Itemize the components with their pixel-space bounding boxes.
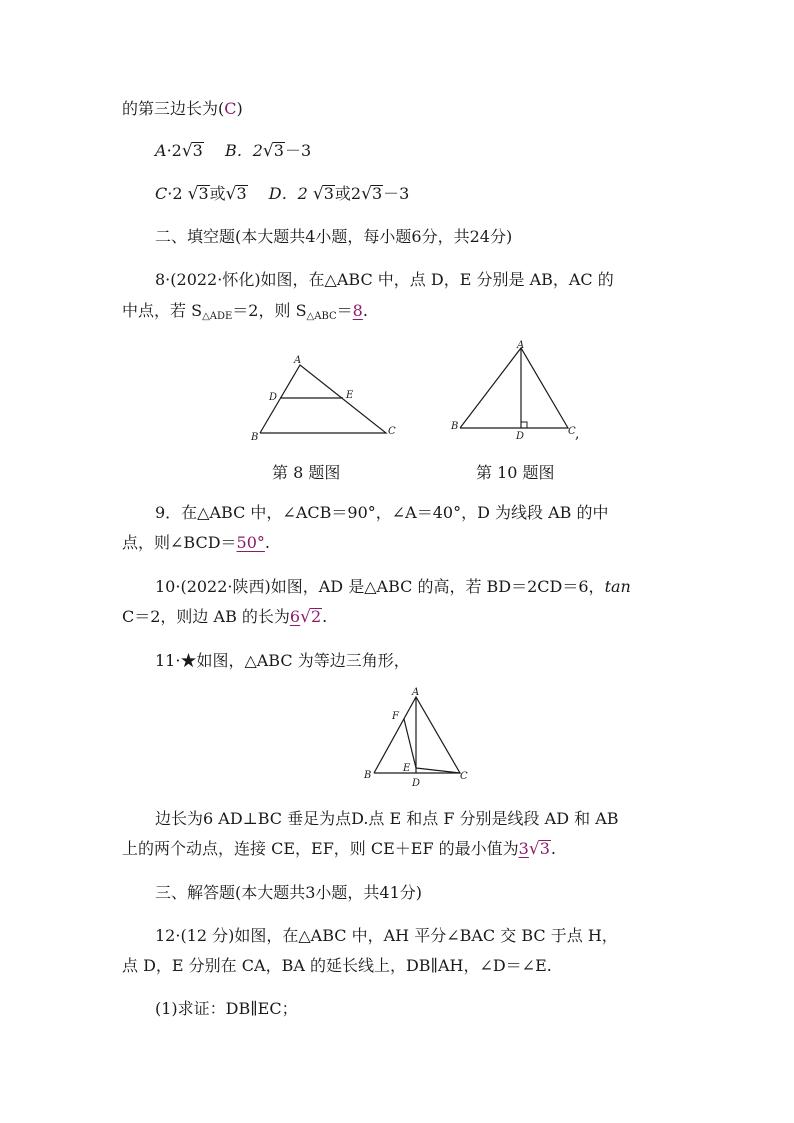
option-c-label: C — [155, 184, 168, 203]
sqrt-icon: √ — [312, 184, 324, 204]
section-heading-solutions: 三、解答题(本大题共3小题，共41分) — [155, 883, 423, 902]
answer — [519, 839, 551, 858]
label-d: D — [516, 431, 525, 442]
triangle-abc — [460, 348, 568, 428]
figure-10-triangle — [448, 338, 588, 448]
segment-fe — [404, 719, 416, 768]
text: ＝ — [336, 301, 353, 320]
text: ·2 — [167, 184, 188, 203]
text: －3 — [383, 184, 410, 203]
radicand: 3 — [273, 141, 284, 160]
label-b: B — [451, 421, 459, 432]
q11-line2: 边长为6 AD⊥BC 垂足为点D.点 E 和点 F 分别是线段 AD 和 AB — [155, 809, 619, 828]
sqrt-icon: √ — [300, 607, 311, 627]
q9-line2 — [122, 532, 270, 554]
q10-line1 — [155, 576, 631, 598]
radicand: 3 — [323, 184, 334, 203]
q10-line2 — [122, 606, 327, 628]
q8-line1: 8·(2022·怀化)如图，在△ABC 中，点 D，E 分别是 AB，AC 的 — [155, 270, 614, 289]
label-a: A — [517, 340, 525, 351]
label-c: C — [388, 426, 396, 437]
text: 10·(2022·陕西)如图，AD 是△ABC 的高，若 BD＝2CD＝6， — [155, 577, 605, 596]
answer — [290, 607, 322, 626]
label-c: C — [460, 771, 468, 782]
options-cd — [155, 183, 409, 205]
triangle-abc — [374, 697, 460, 773]
sqrt-icon: √ — [361, 184, 372, 204]
radicand: 3 — [192, 141, 203, 160]
sqrt-icon: √ — [225, 184, 237, 204]
answer-choice: C — [224, 99, 237, 118]
radicand: 3 — [236, 184, 247, 203]
option-d: D．2 — [268, 184, 313, 203]
line-third-side — [122, 98, 243, 120]
sqrt-icon: √ — [262, 141, 274, 161]
text: 的第三边长为( — [122, 99, 225, 118]
q12-line2: 点 D，E 分别在 CA，BA 的延长线上，DB∥AH，∠D＝∠E. — [122, 956, 552, 975]
label-a: A — [294, 355, 302, 366]
label-b: B — [364, 770, 372, 781]
subscript: △ADE — [202, 311, 233, 322]
text: 6 — [289, 607, 301, 626]
radicand: 3 — [539, 839, 550, 858]
tan-function: tan — [604, 577, 631, 596]
sqrt-icon: √ — [528, 839, 540, 859]
q11-line1: 11·★如图，△ABC 为等边三角形， — [155, 651, 410, 670]
text: 点，则∠BCD＝ — [122, 533, 237, 552]
text: , — [575, 426, 580, 442]
radicand: 2 — [310, 607, 322, 626]
text: 中点，若 S — [122, 301, 203, 320]
figure-10-caption: 第 10 题图 — [476, 463, 555, 482]
text: ) — [236, 99, 243, 118]
option-b: B．2 — [224, 141, 263, 160]
label-d: D — [269, 392, 278, 403]
text: 或 — [209, 184, 226, 203]
label-d: D — [412, 778, 421, 789]
text: 3 — [518, 839, 529, 858]
text: C＝2，则边 AB 的长为 — [122, 607, 290, 626]
subscript: △ABC — [306, 311, 337, 322]
q12-line3: (1)求证：DB∥EC； — [155, 999, 298, 1018]
answer: 8 — [352, 301, 363, 320]
right-angle-icon — [521, 422, 527, 428]
label-f: F — [392, 711, 399, 722]
triangle-abc — [260, 365, 386, 433]
text: －3 — [284, 141, 312, 160]
figure-8-caption: 第 8 题图 — [272, 463, 341, 482]
text: 上的两个动点，连接 CE，EF，则 CE＋EF 的最小值为 — [122, 839, 519, 858]
answer: 50° — [236, 533, 265, 552]
sqrt-icon: √ — [187, 184, 199, 204]
section-heading-fill-in: 二、填空题(本大题共4小题，每小题6分，共24分) — [155, 227, 513, 246]
q8-line2 — [122, 300, 368, 328]
figure-8-trapezoid — [240, 350, 410, 445]
label-e: E — [346, 390, 354, 401]
text: ·2 — [166, 141, 182, 160]
figure-11-equilateral — [360, 685, 480, 790]
label-b: B — [251, 432, 259, 443]
radicand: 3 — [198, 184, 209, 203]
text: ＝2，则 S — [232, 301, 307, 320]
label-c: C — [568, 426, 576, 437]
label-e: E — [403, 763, 411, 774]
options-ab — [155, 140, 311, 162]
text: . — [550, 839, 556, 858]
q12-line1: 12·(12 分)如图，在△ABC 中，AH 平分∠BAC 交 BC 于点 H， — [155, 926, 618, 945]
radicand: 3 — [371, 184, 383, 203]
sqrt-icon: √ — [181, 141, 193, 161]
text: . — [322, 607, 328, 626]
text: . — [264, 533, 270, 552]
q9-line1: 9．在△ABC 中，∠ACB＝90°，∠A＝40°，D 为线段 AB 的中 — [155, 503, 609, 522]
segment-ec — [416, 768, 460, 773]
text: . — [362, 301, 368, 320]
q11-line3 — [122, 838, 556, 860]
text: 或2 — [334, 184, 362, 203]
label-a: A — [412, 687, 420, 698]
option-a-label: A — [155, 141, 167, 160]
